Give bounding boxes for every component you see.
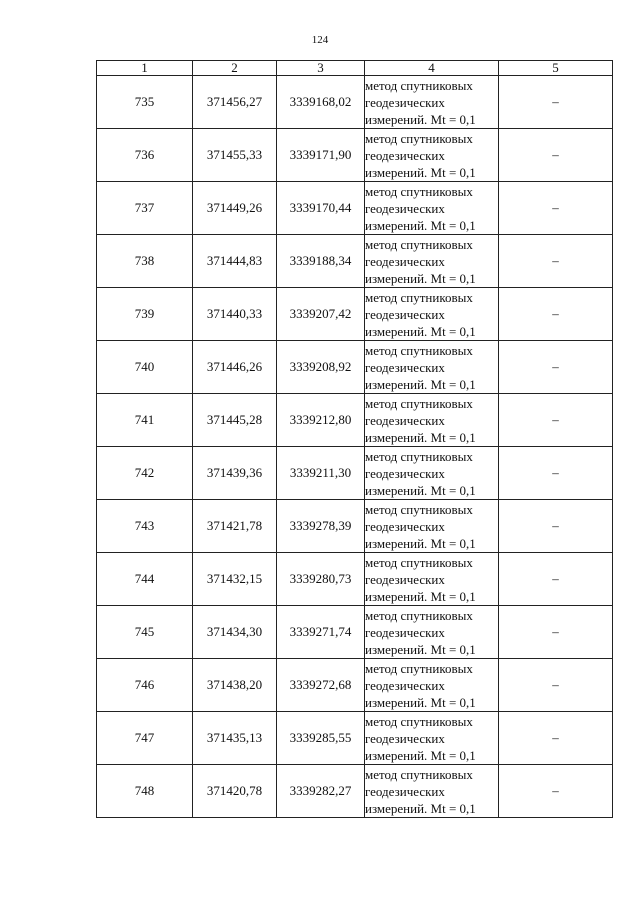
note-cell: – bbox=[499, 76, 613, 129]
coordinate-y: 3339212,80 bbox=[277, 394, 365, 447]
table-row bbox=[97, 500, 613, 553]
coordinate-y: 3339188,34 bbox=[277, 235, 365, 288]
table-row bbox=[97, 712, 613, 765]
method-line-1: метод спутниковых bbox=[365, 183, 473, 199]
table-header-row bbox=[97, 61, 613, 76]
method-description bbox=[365, 712, 499, 765]
table-row bbox=[97, 765, 613, 818]
table-row bbox=[97, 288, 613, 341]
point-number: 736 bbox=[97, 129, 193, 182]
method-line-1: метод спутниковых bbox=[365, 395, 473, 411]
method-line-3: измерений. Mt = 0,1 bbox=[365, 323, 476, 339]
method-line-3: измерений. Mt = 0,1 bbox=[365, 111, 476, 127]
method-description bbox=[365, 182, 499, 235]
coordinate-x: 371435,13 bbox=[193, 712, 277, 765]
coordinate-x: 371421,78 bbox=[193, 500, 277, 553]
note-cell: – bbox=[499, 712, 613, 765]
note-cell: – bbox=[499, 765, 613, 818]
point-number: 746 bbox=[97, 659, 193, 712]
coordinate-x: 371438,20 bbox=[193, 659, 277, 712]
table-row bbox=[97, 235, 613, 288]
note-cell: – bbox=[499, 129, 613, 182]
table-row bbox=[97, 129, 613, 182]
method-line-1: метод спутниковых bbox=[365, 342, 473, 358]
coordinate-y: 3339207,42 bbox=[277, 288, 365, 341]
table-row bbox=[97, 659, 613, 712]
point-number: 744 bbox=[97, 553, 193, 606]
method-description bbox=[365, 235, 499, 288]
header-col-3: 3 bbox=[277, 61, 365, 76]
note-cell: – bbox=[499, 500, 613, 553]
coordinate-x: 371455,33 bbox=[193, 129, 277, 182]
coordinate-y: 3339272,68 bbox=[277, 659, 365, 712]
note-cell: – bbox=[499, 394, 613, 447]
method-line-3: измерений. Mt = 0,1 bbox=[365, 164, 476, 180]
coordinate-y: 3339280,73 bbox=[277, 553, 365, 606]
table-row bbox=[97, 341, 613, 394]
method-line-1: метод спутниковых bbox=[365, 660, 473, 676]
coordinate-x: 371456,27 bbox=[193, 76, 277, 129]
table-row bbox=[97, 606, 613, 659]
coordinate-y: 3339171,90 bbox=[277, 129, 365, 182]
method-line-2: геодезических bbox=[365, 465, 445, 481]
method-description bbox=[365, 447, 499, 500]
coordinate-x: 371445,28 bbox=[193, 394, 277, 447]
page-number: 124 bbox=[311, 34, 329, 46]
coordinate-y: 3339168,02 bbox=[277, 76, 365, 129]
coordinate-x: 371432,15 bbox=[193, 553, 277, 606]
note-cell: – bbox=[499, 606, 613, 659]
note-cell: – bbox=[499, 447, 613, 500]
coordinate-x: 371434,30 bbox=[193, 606, 277, 659]
method-line-3: измерений. Mt = 0,1 bbox=[365, 217, 476, 233]
header-col-5: 5 bbox=[499, 61, 613, 76]
coordinate-x: 371440,33 bbox=[193, 288, 277, 341]
method-line-2: геодезических bbox=[365, 518, 445, 534]
method-line-3: измерений. Mt = 0,1 bbox=[365, 800, 476, 816]
method-description bbox=[365, 765, 499, 818]
table-row bbox=[97, 182, 613, 235]
table-row bbox=[97, 76, 613, 129]
method-line-3: измерений. Mt = 0,1 bbox=[365, 376, 476, 392]
method-line-2: геодезических bbox=[365, 730, 445, 746]
table-body bbox=[97, 76, 613, 818]
table-row bbox=[97, 394, 613, 447]
point-number: 741 bbox=[97, 394, 193, 447]
method-description bbox=[365, 288, 499, 341]
method-line-3: измерений. Mt = 0,1 bbox=[365, 694, 476, 710]
method-description bbox=[365, 341, 499, 394]
method-description bbox=[365, 553, 499, 606]
note-cell: – bbox=[499, 235, 613, 288]
method-line-3: измерений. Mt = 0,1 bbox=[365, 641, 476, 657]
header-col-4: 4 bbox=[365, 61, 499, 76]
method-line-1: метод спутниковых bbox=[365, 766, 473, 782]
method-line-1: метод спутниковых bbox=[365, 607, 473, 623]
method-line-2: геодезических bbox=[365, 359, 445, 375]
coordinate-y: 3339208,92 bbox=[277, 341, 365, 394]
point-number: 743 bbox=[97, 500, 193, 553]
method-description bbox=[365, 76, 499, 129]
note-cell: – bbox=[499, 341, 613, 394]
coordinate-y: 3339271,74 bbox=[277, 606, 365, 659]
method-line-2: геодезических bbox=[365, 624, 445, 640]
header-col-1: 1 bbox=[97, 61, 193, 76]
note-cell: – bbox=[499, 288, 613, 341]
coordinate-y: 3339211,30 bbox=[277, 447, 365, 500]
header-col-2: 2 bbox=[193, 61, 277, 76]
method-line-2: геодезических bbox=[365, 253, 445, 269]
method-line-2: геодезических bbox=[365, 200, 445, 216]
coordinate-x: 371420,78 bbox=[193, 765, 277, 818]
point-number: 742 bbox=[97, 447, 193, 500]
coordinate-x: 371439,36 bbox=[193, 447, 277, 500]
coordinate-y: 3339278,39 bbox=[277, 500, 365, 553]
point-number: 739 bbox=[97, 288, 193, 341]
point-number: 737 bbox=[97, 182, 193, 235]
method-line-1: метод спутниковых bbox=[365, 236, 473, 252]
note-cell: – bbox=[499, 553, 613, 606]
method-line-3: измерений. Mt = 0,1 bbox=[365, 270, 476, 286]
point-number: 740 bbox=[97, 341, 193, 394]
point-number: 745 bbox=[97, 606, 193, 659]
method-description bbox=[365, 606, 499, 659]
method-line-2: геодезических bbox=[365, 571, 445, 587]
point-number: 747 bbox=[97, 712, 193, 765]
method-line-2: геодезических bbox=[365, 412, 445, 428]
method-line-2: геодезических bbox=[365, 783, 445, 799]
table-row bbox=[97, 553, 613, 606]
method-description bbox=[365, 129, 499, 182]
note-cell: – bbox=[499, 182, 613, 235]
coordinate-x: 371446,26 bbox=[193, 341, 277, 394]
method-line-1: метод спутниковых bbox=[365, 130, 473, 146]
method-line-3: измерений. Mt = 0,1 bbox=[365, 588, 476, 604]
method-line-3: измерений. Mt = 0,1 bbox=[365, 429, 476, 445]
method-line-2: геодезических bbox=[365, 94, 445, 110]
coordinate-y: 3339170,44 bbox=[277, 182, 365, 235]
note-cell: – bbox=[499, 659, 613, 712]
table-row bbox=[97, 447, 613, 500]
method-line-2: геодезических bbox=[365, 306, 445, 322]
method-line-3: измерений. Mt = 0,1 bbox=[365, 482, 476, 498]
method-line-1: метод спутниковых bbox=[365, 501, 473, 517]
coordinate-x: 371449,26 bbox=[193, 182, 277, 235]
point-number: 748 bbox=[97, 765, 193, 818]
point-number: 735 bbox=[97, 76, 193, 129]
method-line-1: метод спутниковых bbox=[365, 289, 473, 305]
method-description bbox=[365, 500, 499, 553]
method-line-2: геодезических bbox=[365, 147, 445, 163]
coordinates-table bbox=[96, 60, 613, 818]
method-line-1: метод спутниковых bbox=[365, 713, 473, 729]
method-description bbox=[365, 659, 499, 712]
method-line-3: измерений. Mt = 0,1 bbox=[365, 747, 476, 763]
method-line-1: метод спутниковых bbox=[365, 77, 473, 93]
method-line-2: геодезических bbox=[365, 677, 445, 693]
method-line-1: метод спутниковых bbox=[365, 448, 473, 464]
coordinate-x: 371444,83 bbox=[193, 235, 277, 288]
coordinate-y: 3339285,55 bbox=[277, 712, 365, 765]
point-number: 738 bbox=[97, 235, 193, 288]
coordinate-y: 3339282,27 bbox=[277, 765, 365, 818]
method-description bbox=[365, 394, 499, 447]
method-line-3: измерений. Mt = 0,1 bbox=[365, 535, 476, 551]
method-line-1: метод спутниковых bbox=[365, 554, 473, 570]
